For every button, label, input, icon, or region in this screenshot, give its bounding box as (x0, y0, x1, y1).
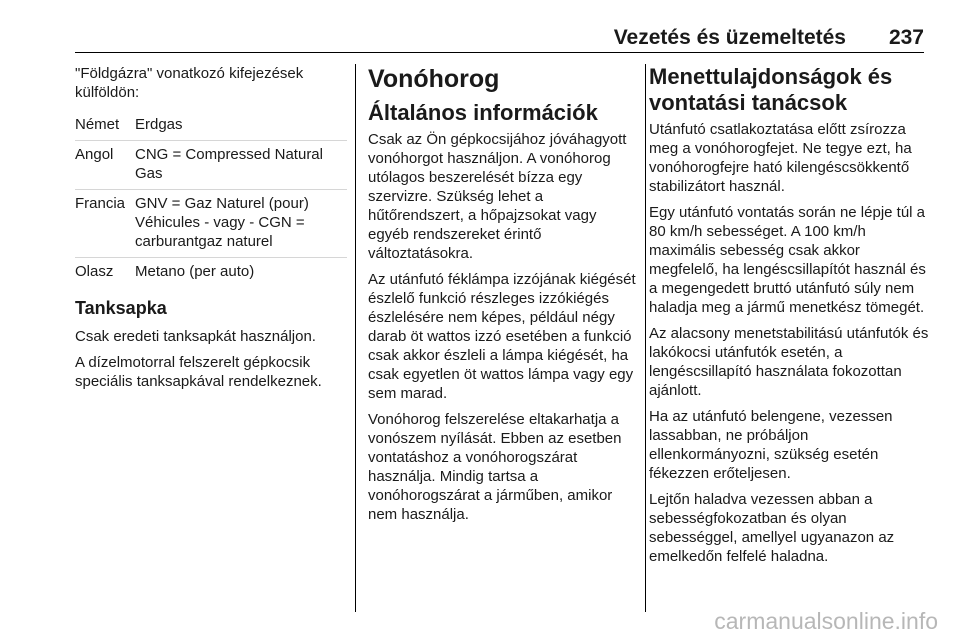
language-cell: Angol (75, 141, 135, 190)
paragraph: A dízelmotorral felszerelt gépkocsik speciális tanksapkával rendelkeznek. (75, 354, 322, 390)
section-heading: Menettulajdonságok és vontatási tanácsok (649, 64, 893, 115)
paragraph: Ha az utánfutó belengene, vezessen lassabban, ne próbáljon ellenkormányozni, szükség esetén fékezzen erőteljesen. (649, 408, 893, 482)
paragraph: Csak az Ön gépkocsijához jóváhagyott vonóhorgot használjon. A vonóhorog utólagos beszerelését bízza egy szervizre. Szükség lehet a hűtőrendszert, a hőpajzsokat vagy egyéb rendszereket érintő változtatásokra. (368, 131, 627, 262)
table-row (75, 190, 347, 258)
table-row (75, 141, 347, 190)
column-left (75, 64, 347, 398)
paragraph: Utánfutó csatlakoztatása előtt zsírozza meg a vonóhorogfejet. Ne tegye ezt, ha vonóhorogfejre ható kilengéscsökkentő stabilizátort használ. (649, 121, 912, 195)
paragraph: Egy utánfutó vontatás során ne lépje túl a 80 km/h sebességet. A 100 km/h maximális sebesség csak akkor megfelelő, ha lengéscsillapítót használ és a megengedett bruttó utánfutó súly nem haladja meg a jármű menetkész tömegét. (649, 204, 926, 316)
language-cell: Olasz (75, 263, 114, 280)
section-title: Vezetés és üzemeltetés (613, 26, 846, 49)
gas-terms-table (75, 111, 347, 287)
paragraph: Az alacsony menetstabilitású utánfutók és lakókocsi utánfutók esetén, a lengéscsillapító használata fokozottan ajánlott. (649, 325, 929, 399)
paragraph: Az utánfutó féklámpa izzójának kiégését észlelő funkció részleges izzókiégés észlelésére nem képes, például négy darab öt wattos izzó esetében a funkció csak akkor észleli a lámpa kiégését, ha csak egyetlen öt wattos lámpa vagy egy sem marad. (368, 271, 636, 402)
language-cell: Német (75, 111, 135, 141)
column-divider-1 (355, 64, 356, 612)
term-cell: CNG = Compressed Natural Gas (135, 141, 347, 190)
chapter-heading: Vonóhorog (368, 65, 500, 93)
term-cell: GNV = Gaz Naturel (pour) Véhicules - vagy - CGN = carburantgaz naturel (135, 190, 347, 258)
column-right (649, 64, 929, 573)
paragraph: Vonóhorog felszerelése eltakarhatja a vonószem nyílását. Ebben az esetben vontatáshoz a vonóhorogszárat használja. Mindig tartsa a vonóhorogszárat a járműben, amikor nem használja. (368, 411, 622, 523)
table-row (75, 258, 347, 288)
page-header (75, 22, 924, 53)
paragraph: Lejtőn haladva vezessen abban a sebességfokozatban és olyan sebességgel, amellyel ugyanazon az emelkedőn felfelé haladna. (649, 491, 895, 565)
term-cell: Metano (per auto) (135, 263, 255, 280)
tank-cap-heading: Tanksapka (75, 298, 167, 318)
column-divider-2 (645, 64, 646, 612)
language-cell: Francia (75, 190, 135, 258)
section-heading: Általános információk (368, 100, 598, 125)
paragraph: Csak eredeti tanksapkát használjon. (75, 328, 316, 345)
term-cell: Erdgas (135, 111, 347, 141)
table-row (75, 111, 347, 141)
column-middle (368, 64, 636, 531)
terms-intro: "Földgázra" vonatkozó kifejezések külföldön: (75, 65, 304, 101)
page-number: 237 (888, 26, 924, 49)
watermark: carmanualsonline.info (714, 608, 938, 634)
